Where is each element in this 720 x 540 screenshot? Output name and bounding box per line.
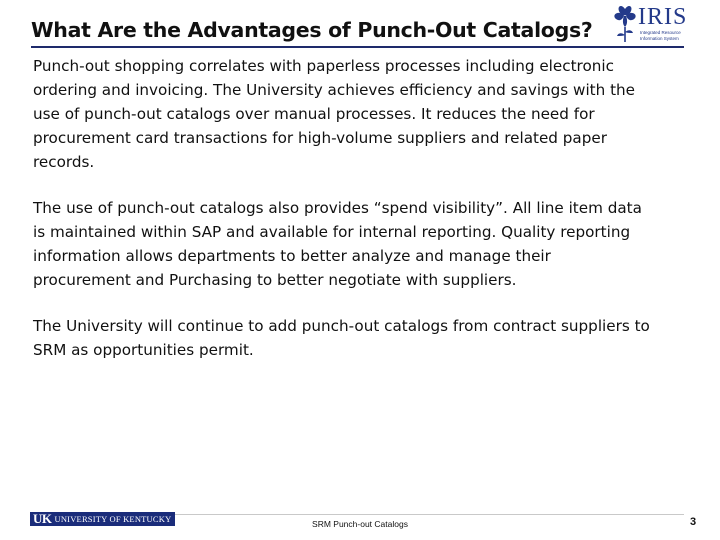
iris-logo [612,3,692,45]
footer-title: SRM Punch-out Catalogs [312,519,408,529]
iris-wordmark: IRIS [638,4,688,30]
slide-title: What Are the Advantages of Punch-Out Catalogs? [31,18,593,42]
title-underline [31,46,684,48]
uk-mark: UK [33,511,52,526]
paragraph: The use of punch-out catalogs also provides “spend visibility”. All line item data is maintained within SAP and available for internal reporting. Quality reporting information allows departments to better analyze and manage their procurement and Purchasing to better negotiate with suppliers. [33,199,642,289]
paragraph: Punch-out shopping correlates with paperless processes including electronic ordering and invoicing. The University achieves efficiency and savings with the use of punch-out catalogs over manual processes. It reduces the need for procurement card transactions for high-volume suppliers and related paper records. [33,57,636,171]
uk-name: UNIVERSITY OF KENTUCKY [54,514,172,524]
iris-subtitle: Integrated Resource Information System [640,30,681,41]
body-text [33,54,653,384]
uk-logo [30,512,175,526]
iris-flower-icon [612,3,638,43]
paragraph: The University will continue to add punch-out catalogs from contract suppliers to SRM as opportunities permit. [33,317,650,359]
page-number: 3 [690,516,697,528]
